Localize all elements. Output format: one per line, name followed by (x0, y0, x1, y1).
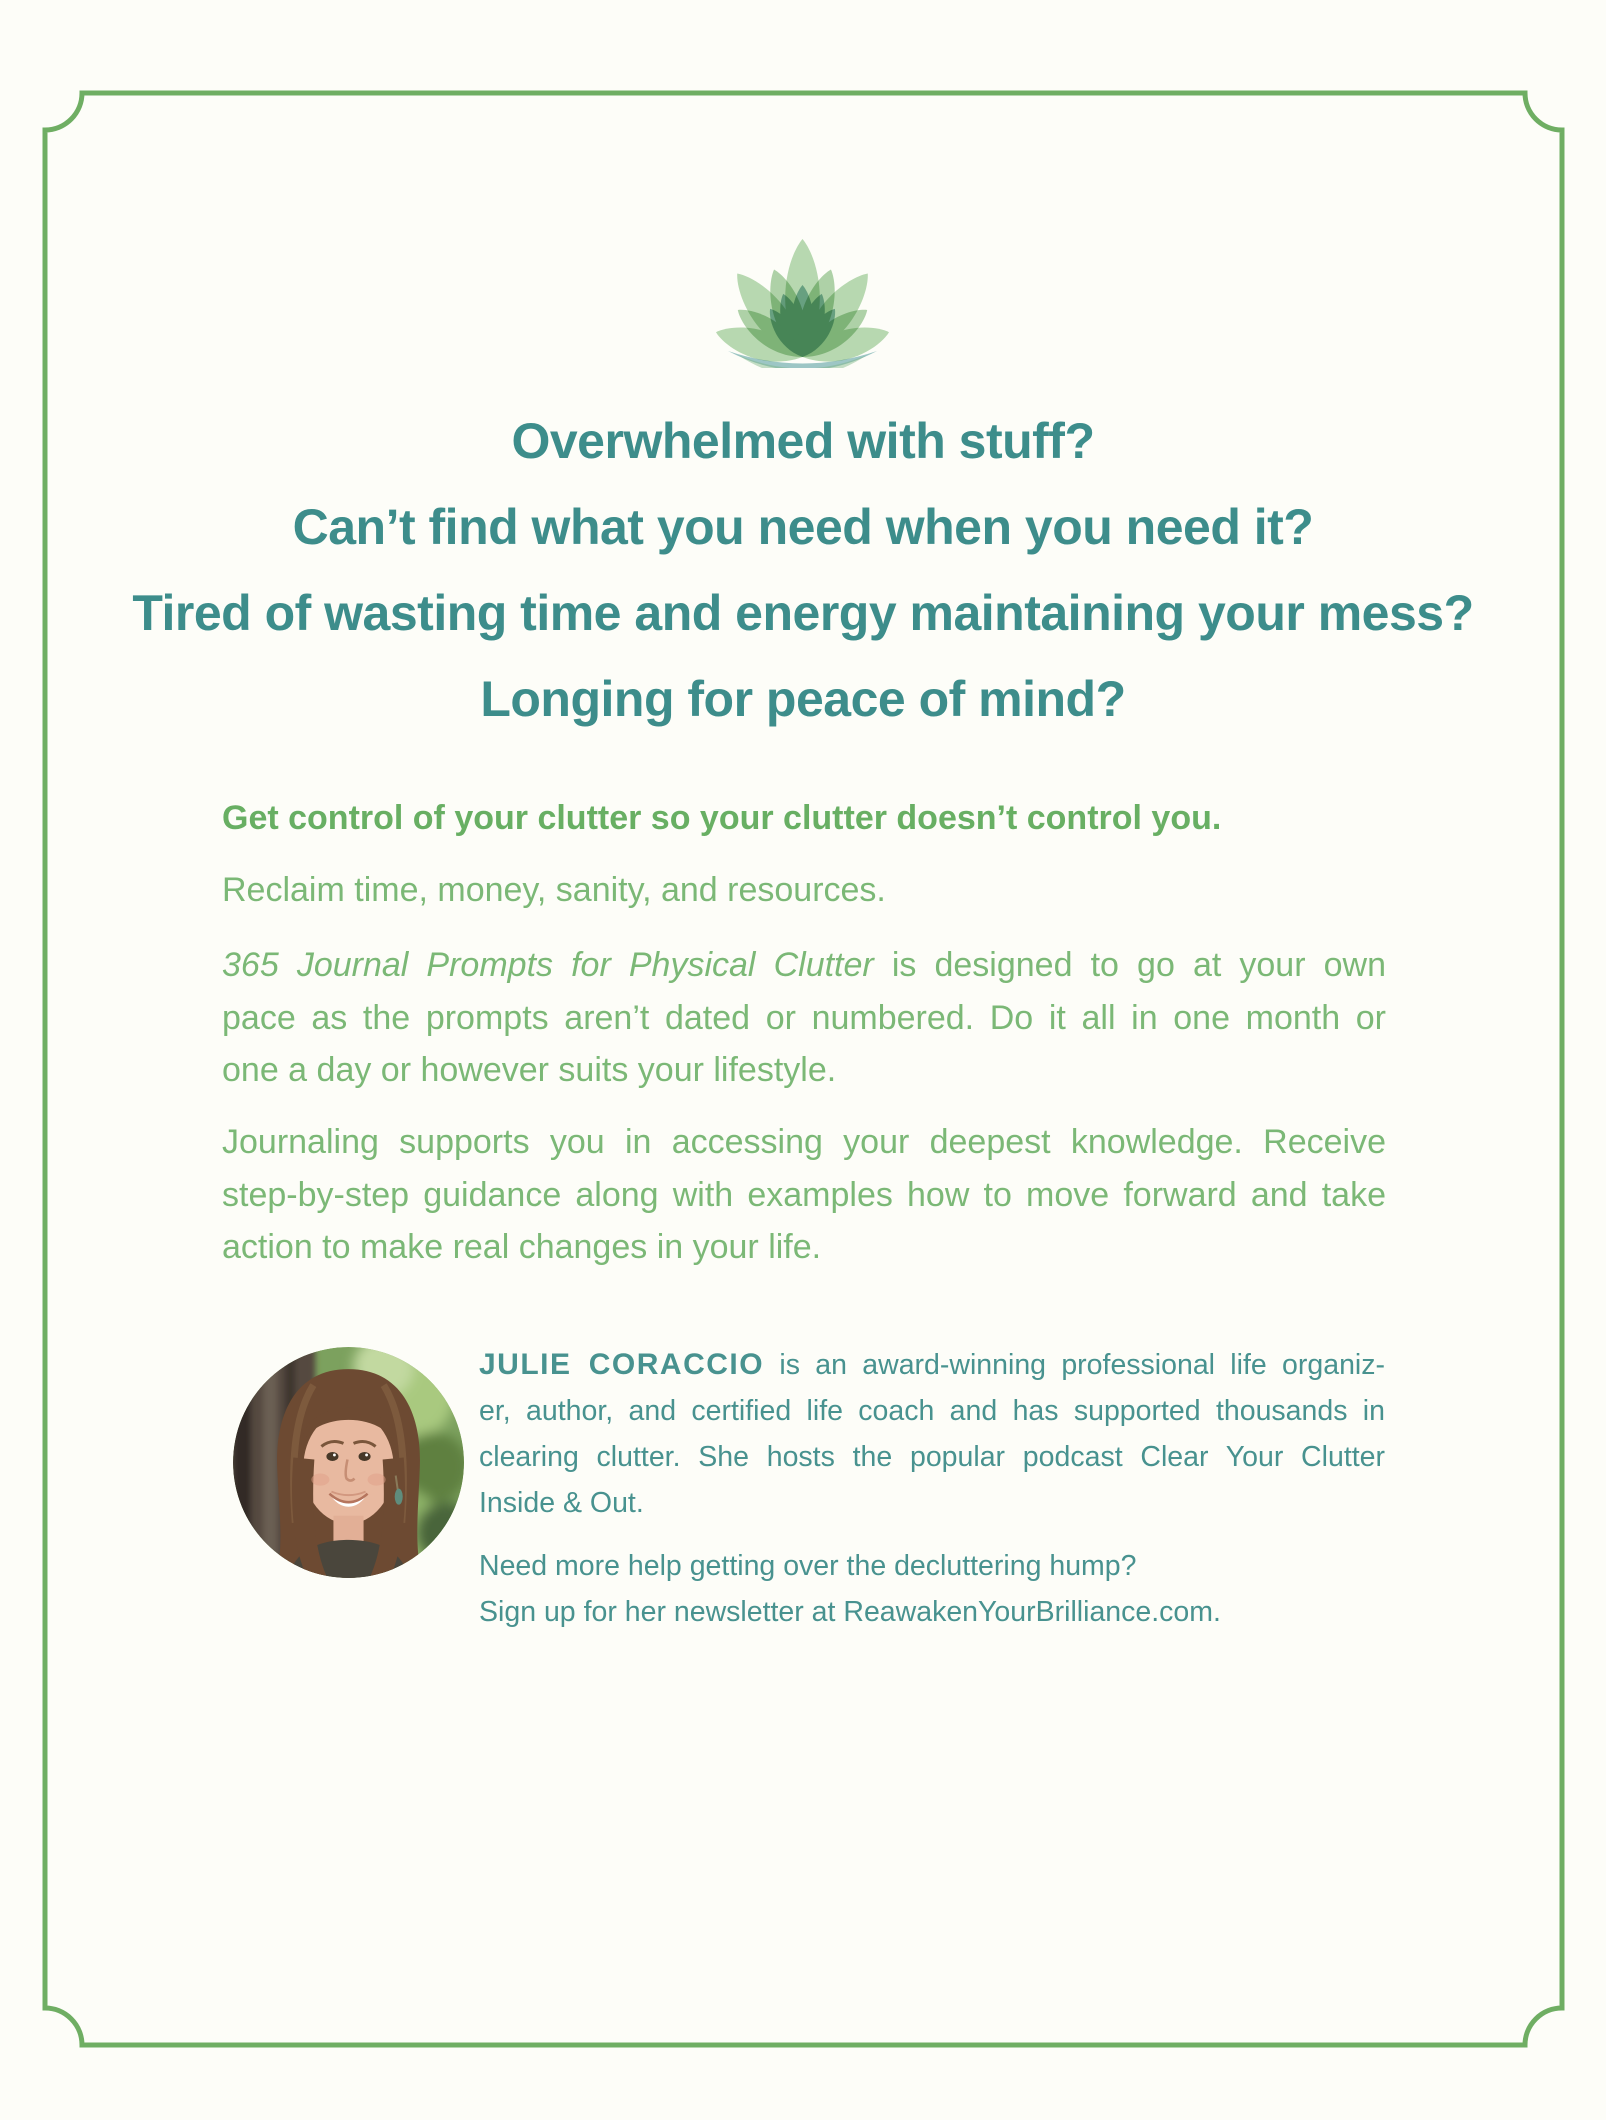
bio-line-1 (479, 1342, 1385, 1388)
journaling-line-1: Journaling supports you in accessing your deepest knowledge. Receive (222, 1123, 1386, 1161)
author-photo (233, 1347, 464, 1578)
reclaim-line: Reclaim time, money, sanity, and resources. (222, 871, 886, 909)
description-line-1-rest: is designed to go at your own (873, 946, 1387, 984)
bio-line-1-rest: is an award-winning professional life organiz- (764, 1349, 1386, 1381)
author-name: JULIE CORACCIO (479, 1348, 765, 1381)
headline-line-3: Tired of wasting time and energy maintaining your mess? (132, 585, 1474, 641)
bio-line-2: er, author, and certified life coach and has supported thousands in (479, 1395, 1385, 1427)
headline-line-4: Longing for peace of mind? (480, 671, 1126, 727)
author-bio (479, 1342, 1385, 1635)
description-line-1 (222, 939, 1386, 992)
paragraph-journaling (222, 1116, 1386, 1274)
headline-questions (45, 398, 1561, 742)
headline-line-2: Can’t find what you need when you need it? (292, 499, 1314, 555)
headline-line-1: Overwhelmed with stuff? (511, 413, 1095, 469)
help-question: Need more help getting over the decluttering hump? (479, 1550, 1137, 1582)
author-portrait-illustration (233, 1347, 464, 1578)
journaling-line-3: action to make real changes in your life. (222, 1228, 822, 1266)
newsletter-signup-line: Sign up for her newsletter at ReawakenYourBrilliance.com. (479, 1596, 1221, 1628)
newsletter-callout (479, 1543, 1385, 1635)
bio-line-4: Inside & Out. (479, 1487, 644, 1519)
journaling-line-2: step-by-step guidance along with examples how to move forward and take (222, 1175, 1386, 1214)
description-line-2: pace as the prompts aren’t dated or numbered. Do it all in one month or (222, 998, 1386, 1037)
paragraph-book-description (222, 939, 1386, 1097)
lotus-icon (710, 226, 896, 368)
bio-line-3: clearing clutter. She hosts the popular podcast Clear Your Clutter (479, 1441, 1385, 1473)
tagline: Get control of your clutter so your clutter doesn’t control you. (222, 799, 1222, 837)
book-title-italic: 365 Journal Prompts for Physical Clutter (222, 946, 874, 984)
description-line-3: one a day or however suits your lifestyle. (222, 1051, 837, 1089)
